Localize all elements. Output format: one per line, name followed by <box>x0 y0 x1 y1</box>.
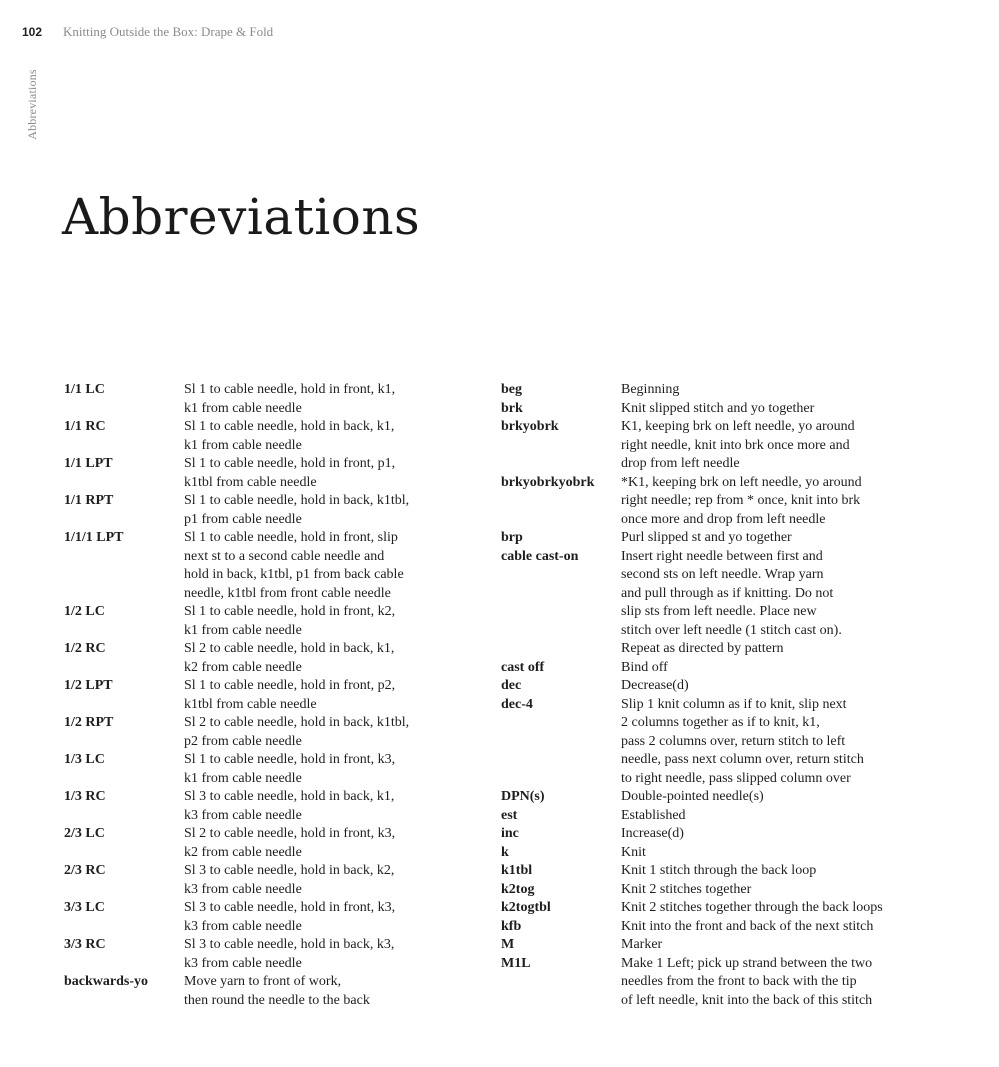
abbreviation-term: 1/1 LC <box>64 382 105 397</box>
abbreviation-entry <box>501 825 971 844</box>
abbreviation-term: 1/1 RPT <box>64 493 114 508</box>
abbreviation-definition: Knit 1 stitch through the back loop <box>621 863 817 878</box>
abbreviation-definition: Sl 1 to cable needle, hold in back, k1tbl, p1 from cable needle <box>184 493 410 527</box>
abbreviation-entry <box>501 862 971 881</box>
abbreviation-entry <box>64 381 464 418</box>
abbreviation-term: dec <box>501 678 522 693</box>
abbreviation-term: backwards-yo <box>64 974 149 989</box>
abbreviation-entry <box>501 400 971 419</box>
abbreviation-term: kfb <box>501 918 522 934</box>
page-title: Abbreviations <box>62 188 421 246</box>
abbreviation-term: beg <box>501 382 522 397</box>
abbreviation-entry <box>501 548 971 659</box>
abbreviation-term: DPN(s) <box>501 789 545 804</box>
abbreviation-entry <box>64 899 464 936</box>
abbreviation-term: 1/1/1 LPT <box>64 530 124 545</box>
abbreviation-entry <box>64 862 464 899</box>
abbreviation-definition: Sl 1 to cable needle, hold in front, k1, k1 from cable needle <box>184 382 396 416</box>
abbreviation-term: k2togtbl <box>501 900 551 915</box>
abbreviation-definition: Decrease(d) <box>621 678 689 693</box>
abbreviation-entry <box>501 696 971 789</box>
abbreviation-term: k <box>501 844 509 860</box>
abbreviation-term: est <box>501 807 518 823</box>
abbreviation-definition: Sl 3 to cable needle, hold in back, k3, k3 from cable needle <box>184 937 395 971</box>
abbreviation-term: dec-4 <box>501 696 533 712</box>
abbreviation-entry <box>64 455 464 492</box>
abbreviation-entry <box>501 788 971 807</box>
abbreviation-entry <box>501 807 971 826</box>
abbreviation-definition: Sl 3 to cable needle, hold in back, k1, k3 from cable needle <box>184 789 395 823</box>
abbreviation-definition: Sl 1 to cable needle, hold in front, k3, k1 from cable needle <box>184 752 396 786</box>
section-side-tab-label: Abbreviations <box>24 68 39 140</box>
abbreviation-term: 1/2 RC <box>64 641 106 656</box>
abbreviation-definition: K1, keeping brk on left needle, yo around right needle, knit into brk once more and drop from left needle <box>621 419 855 471</box>
abbreviation-term: 1/3 RC <box>64 789 106 804</box>
abbreviation-entry <box>64 788 464 825</box>
abbreviation-entry <box>64 677 464 714</box>
abbreviation-term: 2/3 RC <box>64 863 106 878</box>
abbreviation-term: 1/2 LPT <box>64 678 113 693</box>
abbreviation-term: brp <box>501 530 523 545</box>
abbreviation-definition: Sl 1 to cable needle, hold in back, k1, k1 from cable needle <box>184 419 395 453</box>
abbreviation-term: 3/3 RC <box>64 937 106 952</box>
abbreviations-right-column <box>501 381 971 1010</box>
abbreviation-entry <box>64 603 464 640</box>
abbreviation-entry <box>64 714 464 751</box>
abbreviation-entry <box>64 973 464 1010</box>
abbreviation-entry <box>501 899 971 918</box>
abbreviation-definition: Sl 3 to cable needle, hold in back, k2, k3 from cable needle <box>184 863 395 897</box>
abbreviation-definition: Increase(d) <box>621 826 684 841</box>
abbreviation-definition: Sl 2 to cable needle, hold in back, k1tbl, p2 from cable needle <box>184 715 410 749</box>
abbreviation-definition: Insert right needle between first and second sts on left needle. Wrap yarn and pull through as if knitting. Do not slip sts from left needle. Place new stitch over left needle (1 stitch cast on). Repeat as directed by pattern <box>621 548 842 656</box>
abbreviation-term: 1/2 RPT <box>64 715 114 730</box>
abbreviation-definition: Make 1 Left; pick up strand between the two needles from the front to back with the tip of left needle, knit into the back of this stitch <box>621 955 873 1008</box>
abbreviation-entry <box>64 492 464 529</box>
abbreviation-term: 2/3 LC <box>64 826 105 841</box>
abbreviation-entry <box>501 844 971 863</box>
abbreviation-definition: *K1, keeping brk on left needle, yo around right needle; rep from * once, knit into brk once more and drop from left needle <box>621 474 862 527</box>
abbreviation-definition: Knit 2 stitches together <box>621 881 752 897</box>
abbreviation-entry <box>64 418 464 455</box>
abbreviation-definition: Sl 1 to cable needle, hold in front, k2, k1 from cable needle <box>184 604 396 638</box>
abbreviation-term: k2tog <box>501 881 535 897</box>
abbreviation-definition: Marker <box>621 937 663 952</box>
abbreviation-entry <box>501 881 971 900</box>
abbreviation-definition: Sl 1 to cable needle, hold in front, slip next st to a second cable needle and hold in back, k1tbl, p1 from back cable needle, k1tbl from front cable needle <box>184 530 404 601</box>
abbreviation-entry <box>501 529 971 548</box>
abbreviation-entry <box>501 955 971 1011</box>
abbreviation-term: M1L <box>501 955 531 971</box>
abbreviation-definition: Bind off <box>621 659 668 675</box>
abbreviation-term: cast off <box>501 659 545 675</box>
abbreviation-entry <box>64 751 464 788</box>
abbreviation-term: 1/1 RC <box>64 419 106 434</box>
abbreviation-term: 1/2 LC <box>64 604 105 619</box>
abbreviation-entry <box>501 936 971 955</box>
abbreviation-entry <box>64 825 464 862</box>
abbreviation-term: 1/1 LPT <box>64 456 113 471</box>
abbreviation-entry <box>501 474 971 530</box>
abbreviation-definition: Sl 2 to cable needle, hold in front, k3, k2 from cable needle <box>184 826 396 860</box>
page-number: 102 <box>22 25 43 39</box>
abbreviation-definition: Sl 2 to cable needle, hold in back, k1, k2 from cable needle <box>184 641 395 675</box>
abbreviation-entry <box>64 640 464 677</box>
abbreviation-term: brkyobrk <box>501 419 559 434</box>
abbreviation-term: M <box>501 937 515 952</box>
abbreviation-term: brk <box>501 400 523 416</box>
abbreviation-definition: Knit 2 stitches together through the back loops <box>621 900 883 915</box>
abbreviation-entry <box>501 659 971 678</box>
abbreviations-left-column <box>64 381 464 1010</box>
abbreviation-term: 1/3 LC <box>64 752 105 767</box>
abbreviation-definition: Sl 1 to cable needle, hold in front, p2, k1tbl from cable needle <box>184 678 396 712</box>
abbreviation-term: 3/3 LC <box>64 900 105 915</box>
abbreviation-term: inc <box>501 826 519 841</box>
abbreviation-entry <box>64 529 464 603</box>
abbreviation-definition: Move yarn to front of work, then round the needle to the back <box>184 974 370 1008</box>
abbreviation-entry <box>64 936 464 973</box>
abbreviation-definition: Knit into the front and back of the next stitch <box>621 918 874 934</box>
running-head <box>22 24 273 42</box>
abbreviation-term: cable cast-on <box>501 548 579 564</box>
abbreviation-definition: Knit slipped stitch and yo together <box>621 400 815 416</box>
abbreviation-definition: Knit <box>621 844 646 860</box>
abbreviation-entry <box>501 381 971 400</box>
abbreviation-definition: Purl slipped st and yo together <box>621 530 792 545</box>
abbreviation-definition: Sl 1 to cable needle, hold in front, p1, k1tbl from cable needle <box>184 456 396 490</box>
abbreviation-definition: Sl 3 to cable needle, hold in front, k3, k3 from cable needle <box>184 900 396 934</box>
section-side-tab <box>25 63 39 145</box>
abbreviation-definition: Slip 1 knit column as if to knit, slip next 2 columns together as if to knit, k1, pass 2 columns over, return stitch to left needle, pass next column over, return stitch to right needle, pass slipped column over <box>621 696 864 786</box>
book-title: Knitting Outside the Box: Drape & Fold <box>63 24 274 39</box>
abbreviation-definition: Double-pointed needle(s) <box>621 789 764 804</box>
abbreviation-term: brkyobrkyobrk <box>501 474 595 490</box>
abbreviation-definition: Beginning <box>621 382 680 397</box>
abbreviation-term: k1tbl <box>501 863 533 878</box>
abbreviation-entry <box>501 918 971 937</box>
abbreviation-entry <box>501 677 971 696</box>
abbreviation-definition: Established <box>621 807 686 823</box>
abbreviation-entry <box>501 418 971 474</box>
